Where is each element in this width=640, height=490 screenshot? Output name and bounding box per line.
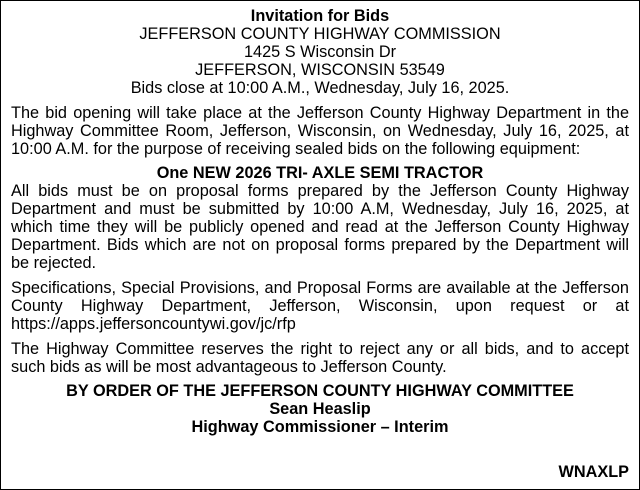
- bid-deadline: Bids close at 10:00 A.M., Wednesday, July 16, 2025.: [130, 79, 510, 97]
- signer-title: Highway Commissioner – Interim: [191, 418, 449, 436]
- notice-title: Invitation for Bids: [250, 7, 390, 25]
- signer-name: Sean Heaslip: [269, 400, 371, 418]
- intro-paragraph: The bid opening will take place at the Jefferson County Highway Department in the Highway Committee Room, Jefferson, Wisconsin, on Wednesday, July 16, 2025, at 10:00 A.M. for the purpose of receiving sealed bids on the following equipment:: [11, 104, 629, 158]
- signature-block: [11, 382, 629, 436]
- equipment-heading: One NEW 2026 TRI- AXLE SEMI TRACTOR: [156, 164, 484, 182]
- organization-name: JEFFERSON COUNTY HIGHWAY COMMISSION: [139, 25, 501, 43]
- address-street: 1425 S Wisconsin Dr: [243, 43, 397, 61]
- reservation-paragraph: The Highway Committee reserves the right to reject any or all bids, and to accept such bids as will be most advantageous to Jefferson County.: [11, 340, 629, 376]
- address-city: JEFFERSON, WISCONSIN 53549: [195, 61, 445, 79]
- proposal-terms-paragraph: All bids must be on proposal forms prepared by the Jefferson County Highway Department and must be submitted by 10:00 A.M, Wednesday, July 16, 2025, at which time they will be publicly opened and read at the Jefferson County Highway Department. Bids which are not on proposal forms prepared by the Department will be rejected.: [11, 182, 629, 272]
- specifications-paragraph: Specifications, Special Provisions, and Proposal Forms are available at the Jefferson County Highway Department, Jefferson, Wisconsin, upon request or at https://apps.jeffersoncountywi.gov/jc/rfp: [11, 279, 629, 333]
- notice-header: [11, 7, 629, 97]
- order-line: BY ORDER OF THE JEFFERSON COUNTY HIGHWAY COMMITTEE: [66, 382, 574, 400]
- publication-code: WNAXLP: [558, 463, 629, 481]
